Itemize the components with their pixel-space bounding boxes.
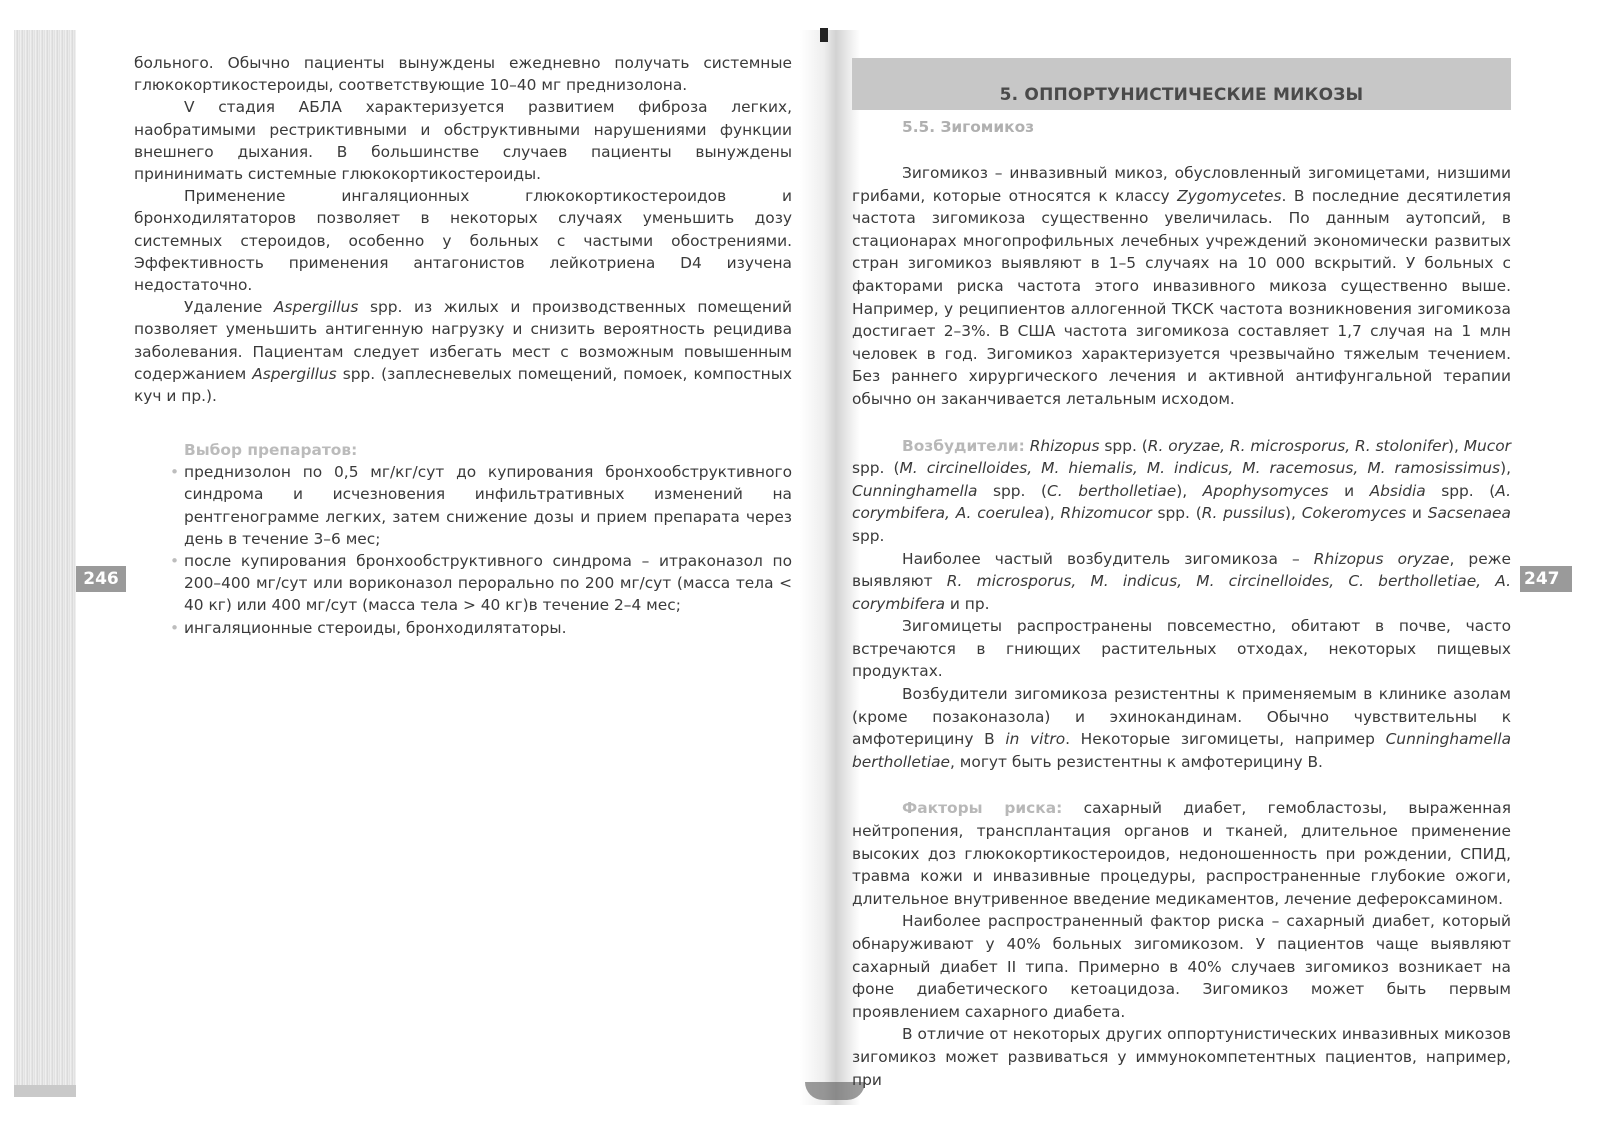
- paragraph: [134, 296, 792, 407]
- drugs-heading: Выбор препаратов:: [184, 441, 358, 460]
- italic-term: Rhizomucor: [1060, 504, 1152, 523]
- text: spp. (: [1099, 436, 1148, 455]
- section-title: 5.5. Зигомикоз: [902, 118, 1035, 136]
- text: spp. (: [852, 459, 900, 478]
- paragraph: Зигомицеты распространены повсеместно, обитают в почве, часто встречаются в гниющих растительных отходах, некоторых пищевых продуктах.: [852, 617, 1511, 681]
- text: spp. (заплесневелых помещений, помоек, компостных куч и пр.).: [134, 364, 793, 406]
- list-item: • после купирования бронхообструктивного синдрома – итраконазол по 200–400 мг/сут или вориконазол перорально по 200 мг/сут (масса тела < 40 кг) или 400 мг/сут (масса тела > 40 кг)в течение 2–4 мес;: [184, 550, 792, 617]
- text: Наиболее частый возбудитель зигомикоза –: [902, 549, 1314, 568]
- italic-term: Absidia: [1369, 481, 1426, 500]
- text: ),: [1043, 504, 1061, 523]
- italic-term: Apophysomyces: [1202, 481, 1329, 500]
- book-page-edges-bottom: [14, 1085, 76, 1097]
- text: ),: [1500, 459, 1511, 478]
- pathogens-label: Возбудители:: [902, 436, 1025, 455]
- paragraph: Применение ингаляционных глюкокортикостероидов и бронходилятаторов позволяет в некоторых случаях уменьшить дозу системных стероидов, особенно у больных с частыми обострениями. Эффективность применения антагонистов лейкотриена D4 изучена недостаточно.: [134, 187, 792, 295]
- drug-list: [134, 461, 792, 639]
- italic-term: Rhizopus oryzae: [1313, 549, 1450, 568]
- gutter-mark: [820, 28, 828, 42]
- text: ),: [1176, 481, 1203, 500]
- paragraph: [852, 548, 1511, 616]
- paragraph: [852, 683, 1511, 773]
- text: и: [1328, 481, 1370, 500]
- italic-term: Cunninghamella bertholletiae: [852, 730, 1512, 771]
- list-item: • ингаляционные стероиды, бронходилятаторы.: [184, 617, 792, 639]
- left-page: [134, 52, 792, 639]
- text: ),: [1447, 436, 1464, 455]
- text: Возбудители зигомикоза резистентны к применяемым в клинике азолам (кроме позаконазола) и эхинокандинам. Обычно чувствительны к амфотерицину В: [852, 685, 1511, 749]
- chapter-banner: [852, 58, 1511, 110]
- text: ),: [1285, 504, 1302, 523]
- spacer: [852, 411, 1511, 435]
- list-item: • преднизолон по 0,5 мг/кг/сут до купирования бронхообструктивного синдрома и исчезновения инфильтративных изменений на рентгенограмме легких, затем снижение дозы и прием препарата через день в течение 3–6 мес;: [184, 461, 792, 550]
- text: сахарный диабет, гемобластозы, выраженная нейтропения, трансплантация органов и тканей, длительное применение высоких доз глюкокортикостероидов, недоношенность при рождении, СПИД, травма кожи и инвазивные процедуры, распространенные глубокие ожоги, длительное внутривенное введение медикаментов, лечение дефероксамином.: [852, 799, 1511, 908]
- paragraph: [852, 435, 1511, 548]
- text: и пр.: [945, 594, 990, 613]
- italic-term: Zygomycetes: [1177, 186, 1282, 205]
- text: spp.: [852, 526, 885, 545]
- text: и: [1406, 504, 1428, 523]
- italic-term: Cokeromyces: [1301, 504, 1407, 523]
- right-page: [852, 162, 1511, 1091]
- italic-term: Mucor: [1463, 436, 1511, 455]
- italic-term: R. microsporus, M. indicus, M. circinelloides, C. bertholletiae, A. corymbifera: [852, 572, 1511, 613]
- italic-term: Sacsenaea: [1427, 504, 1511, 523]
- paragraph: Наиболее распространенный фактор риска – сахарный диабет, который обнаруживают у 40% больных зигомикозом. У пациентов чаще выявляют сахарный диабет II типа. Примерно в 40% случаев зигомикоз возникает на фоне диабетического кетоацидоза. Зигомикоз может быть первым проявлением сахарного диабета.: [852, 912, 1511, 1021]
- text: spp. (: [1151, 504, 1202, 523]
- spacer: [852, 773, 1511, 797]
- text: spp. из жилых и производственных помещений позволяет уменьшить антигенную нагрузку и снизить вероятность рецидива заболевания. Пациентам следует избегать мест с возможным повышенным содержанием: [134, 298, 793, 383]
- text: . Некоторые зигомицеты, например: [1065, 730, 1386, 749]
- page-number-left: 246: [76, 566, 126, 592]
- text: Удаление: [184, 298, 274, 317]
- paragraph: [852, 162, 1511, 411]
- text: Зигомикоз – инвазивный микоз, обусловленный зигомицетами, низшими грибами, которые относятся к классу: [852, 164, 1511, 205]
- risk-label: Факторы риска:: [902, 799, 1063, 818]
- italic-term: Aspergillus: [273, 298, 359, 317]
- paragraph: В отличие от некоторых других оппортунистических инвазивных микозов зигомикоз может развиваться у иммунокомпетентных пациентов, например, при: [852, 1025, 1511, 1089]
- text: spp. (: [977, 481, 1048, 500]
- italic-term: Rhizopus: [1024, 436, 1100, 455]
- text: , реже выявляют: [852, 549, 1511, 591]
- italic-term: Aspergillus: [252, 364, 337, 383]
- italic-term: M. circinelloides, M. hiemalis, M. indicus, M. racemosus, M. ramosissimus: [899, 459, 1501, 478]
- paragraph: [852, 797, 1511, 910]
- page-number-right: 247: [1520, 566, 1572, 592]
- italic-term: A. corymbifera, A. coerulea: [852, 481, 1511, 523]
- text: spp. (: [1425, 481, 1496, 500]
- italic-term: R. oryzae, R. microsporus, R. stolonifer: [1147, 436, 1448, 455]
- chapter-title: 5. ОППОРТУНИСТИЧЕСКИЕ МИКОЗЫ: [999, 85, 1364, 105]
- italic-term: in vitro: [1005, 730, 1066, 749]
- text: , могут быть резистентны к амфотерицину В.: [950, 752, 1323, 771]
- paragraph: больного. Обычно пациенты вынуждены ежедневно получать системные глюкокортикостероиды, соответствующие 10–40 мг преднизолона.: [134, 54, 792, 95]
- italic-term: C. bertholletiae: [1047, 481, 1177, 500]
- italic-term: Cunninghamella: [852, 481, 978, 500]
- italic-term: R. pussilus: [1201, 504, 1286, 523]
- book-gutter: [800, 30, 860, 1105]
- book-page-edges: [14, 30, 76, 1095]
- paragraph: V стадия АБЛА характеризуется развитием фиброза легких, наобратимыми рестриктивными и обструктивными нарушениями функции внешнего дыхания. В большинстве случаев пациенты вынуждены прининимать системные глюкокортикостероиды.: [134, 98, 792, 184]
- text: . В последние десятилетия частота зигомикоза существенно увеличилась. По данным аутопсий, в стационарах многопрофильных лечебных учреждений экономически развитых стран зигомикоз выявляют в 1–5 случаях на 10 000 вскрытий. У больных с факторами риска частота этого инвазивного микоза существенно выше. Например, у реципиентов аллогенной ТКСК частота возникновения зигомикоза достигает 2–3%. В США частота зигомикоза составляет 1,7 случая на 1 млн человек в год. Зигомикоз характеризуется чрезвычайно тяжелым течением. Без раннего хирургического лечения и активной антифунгальной терапии обычно он заканчивается летальным исходом.: [852, 186, 1512, 408]
